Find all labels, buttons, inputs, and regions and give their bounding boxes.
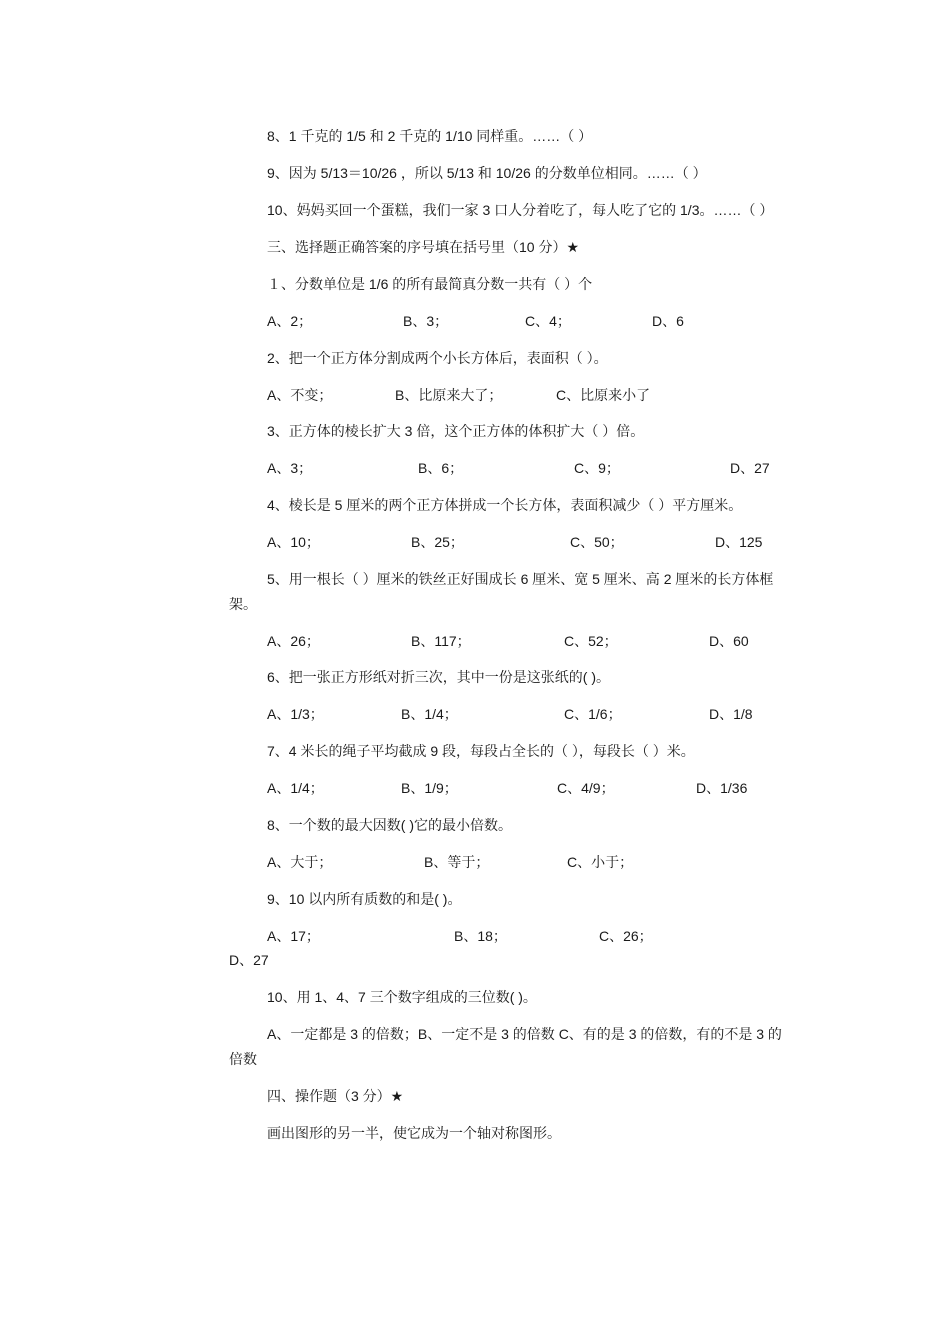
q1-option-a: A、2； [267,313,313,329]
q8-option-a: A、大于； [267,854,333,870]
q3-option-c: C、9； [574,460,620,476]
judgement-q10: 10、妈妈买回一个蛋糕，我们一家 3 口人分着吃了，每人吃了它的 1/3。……（ ） [267,202,774,218]
q2-option-b: B、比原来大了； [395,387,503,403]
section-4-title: 四、操作题（3 分）★ [267,1088,404,1104]
choice-q1: １、分数单位是 1/6 的所有最简真分数一共有（ ）个 [267,276,593,292]
q6-option-a: A、1/3； [267,706,324,722]
q1-option-b: B、3； [403,313,449,329]
q2-option-a: A、不变； [267,387,333,403]
q7-option-d: D、1/36 [696,780,748,796]
q9-option-d: D、27 [229,952,269,968]
q4-option-d: D、125 [715,534,763,550]
q9-option-c: C、26； [599,928,653,944]
choice-q5-line1: 5、用一根长（ ）厘米的铁丝正好围成长 6 厘米、宽 5 厘米、高 2 厘米的长方体框 [267,571,774,587]
choice-q9: 9、10 以内所有质数的和是( )。 [267,891,462,907]
judgement-q8: 8、1 千克的 1/5 和 2 千克的 1/10 同样重。……（ ） [267,128,593,144]
q2-option-c: C、比原来小了 [556,387,651,403]
choice-q6: 6、把一张正方形纸对折三次，其中一份是这张纸的( )。 [267,669,610,685]
q3-option-d: D、27 [730,460,770,476]
choice-q3: 3、正方体的棱长扩大 3 倍，这个正方体的体积扩大（ ）倍。 [267,423,645,439]
q8-option-c: C、小于； [567,854,634,870]
q7-option-b: B、1/9； [401,780,458,796]
q9-option-a: A、17； [267,928,320,944]
section-3-title: 三、选择题正确答案的序号填在括号里（10 分）★ [267,239,580,255]
q4-option-c: C、50； [570,534,624,550]
choice-q8: 8、一个数的最大因数( )它的最小倍数。 [267,817,512,833]
q3-option-a: A、3； [267,460,313,476]
choice-q7: 7、4 米长的绳子平均截成 9 段，每段占全长的（ ），每段长（ ）米。 [267,743,695,759]
q4-option-a: A、10； [267,534,320,550]
choice-q10: 10、用 1、4、7 三个数字组成的三位数( )。 [267,989,537,1005]
q1-option-c: C、4； [525,313,571,329]
q8-option-b: B、等于； [424,854,490,870]
q1-option-d: D、6 [652,313,684,329]
q10-options-line1: A、一定都是 3 的倍数；B、一定不是 3 的倍数 C、有的是 3 的倍数，有的不是 3 的 [267,1026,782,1042]
q7-option-c: C、4/9； [557,780,615,796]
q5-option-a: A、26； [267,633,320,649]
q6-option-d: D、1/8 [709,706,753,722]
q5-option-d: D、60 [709,633,749,649]
judgement-q9: 9、因为 5/13＝10/26 ，所以 5/13 和 10/26 的分数单位相同。……（ ） [267,165,707,181]
choice-q2: 2、把一个正方体分割成两个小长方体后，表面积（ ）。 [267,350,608,366]
choice-q4: 4、棱长是 5 厘米的两个正方体拼成一个长方体，表面积减少（ ）平方厘米。 [267,497,743,513]
q7-option-a: A、1/4； [267,780,324,796]
q10-options-line2: 倍数 [229,1051,257,1067]
q5-option-b: B、117； [411,633,471,649]
section-4-instruction: 画出图形的另一半，使它成为一个轴对称图形。 [267,1125,561,1141]
q9-option-b: B、18； [454,928,507,944]
choice-q5-line2: 架。 [229,596,257,612]
q4-option-b: B、25； [411,534,464,550]
q6-option-b: B、1/4； [401,706,458,722]
q3-option-b: B、6； [418,460,464,476]
q5-option-c: C、52； [564,633,618,649]
q6-option-c: C、1/6； [564,706,622,722]
